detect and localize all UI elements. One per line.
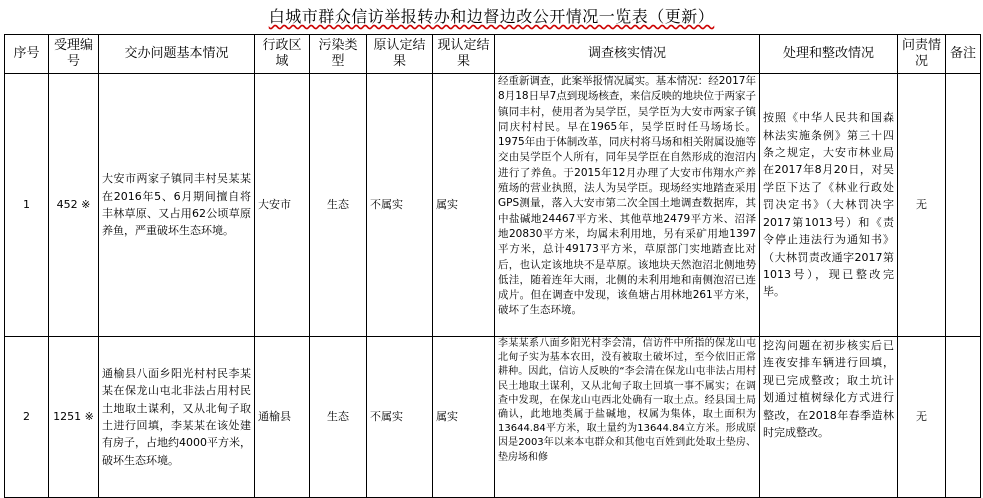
cell-region: 通榆县 — [255, 337, 310, 498]
cell-pollution-type: 生态 — [310, 337, 367, 498]
col-accountability: 问责情况 — [898, 35, 946, 74]
cell-investigation: 经重新调查，此案举报情况属实。基本情况：经2017年8月18日早7点到现场核查，来信反映的地块位于两家子镇同丰村，使用者为吴学臣，吴学臣为大安市两家子镇同庆村村民。早在1965年，吴学臣时任马场场长。1975年由于体制改革，同庆村将马场和相关附属设施等交由吴学臣个人所有，同年吴学臣在自然形成的泡沼内进行了养鱼。于2015年12月办理了大安市伟翔水产养殖场的营业执照，法人为吴学臣。现场经实地踏查采用GPS测量，落入大安市第二次全国土地调查数据库，其中盐碱地24467平方米、其他草地2479平方米、沼泽地20830平方米，均属未利用地，另有采矿用地1397平方米，总计49173平方米，草原部门实地踏查比对后，也认定该地块不是草原。该地块天然泡沼北侧地势低洼，随着连年大雨，北侧的未利用地和南侧泡沼已连成片。但在调查中发现，该鱼塘占用林地261平方米，破坏了生态环境。 — [495, 74, 760, 337]
cell-pollution-type: 生态 — [310, 74, 367, 337]
page-title — [0, 0, 983, 34]
title-text: 白城市群众信访举报转办和边督边改公开情况一览表（更新） — [268, 7, 715, 26]
cell-current-result: 属实 — [433, 74, 495, 337]
table-row — [5, 337, 981, 498]
cell-issue: 大安市两家子镇同丰村吴某某在2016年5、6月期间擅自将丰林草原、又占用62公顷草原养鱼，严重破坏生态环境。 — [99, 74, 255, 337]
cell-remark — [946, 74, 981, 337]
col-issue: 交办问题基本情况 — [99, 35, 255, 74]
cell-handling: 挖沟问题在初步核实后已连夜安排车辆进行回填，现已完成整改；取土坑计划通过植树绿化方式进行整改，在2018年春季造林时完成整改。 — [760, 337, 898, 498]
col-seq: 序号 — [5, 35, 49, 74]
table-row — [5, 74, 981, 337]
col-region: 行政区域 — [255, 35, 310, 74]
cell-handling: 按照《中华人民共和国森林法实施条例》第三十四条之规定，大安市林业局在2017年8月20日，对吴学臣下达了《林业行政处罚决定书》（大林罚决字2017第1013号）和《责令停止违法行为通知书》（大林罚责改通字2017第1013号），现已整改完毕。 — [760, 74, 898, 337]
cell-accountability: 无 — [898, 337, 946, 498]
cell-region: 大安市 — [255, 74, 310, 337]
cell-original-result: 不属实 — [367, 337, 433, 498]
cell-acc-no: 452 ※ — [49, 74, 99, 337]
header-row — [5, 35, 981, 74]
cell-seq: 2 — [5, 337, 49, 498]
cell-remark — [946, 337, 981, 498]
cell-current-result: 属实 — [433, 337, 495, 498]
report-table — [4, 34, 981, 498]
cell-issue: 通榆县八面乡阳光村村民李某某在保龙山屯北非法占用村民土地取土谋利，又从北甸子取土进行回填，李某某在该处建有房子，占地约4000平方米，破坏生态环境。 — [99, 337, 255, 498]
col-current-result: 现认定结果 — [433, 35, 495, 74]
cell-investigation: 李某某系八面乡阳光村李会清，信访件中所指的保龙山屯北甸子实为基本农田，没有被取土破坏过，至今依旧正常耕种。因此，信访人反映的“李会清在保龙山屯非法占用村民土地取土谋利，又从北甸子取土回填一事不属实；在调查中发现，在保龙山屯西北处确有一取土点。经县国土局确认，此地地类属于盐碱地，权属为集体，取土面积为13644.84平方米，取土量约为13644.84立方米。形成原因是2003年以来本屯群众和其他屯百姓到此处取土垫房、垫房场和修 — [495, 337, 760, 498]
col-acc-no: 受理编号 — [49, 35, 99, 74]
col-handling: 处理和整改情况 — [760, 35, 898, 74]
col-pollution-type: 污染类型 — [310, 35, 367, 74]
col-remark: 备注 — [946, 35, 981, 74]
cell-acc-no: 1251 ※ — [49, 337, 99, 498]
cell-accountability: 无 — [898, 74, 946, 337]
cell-original-result: 不属实 — [367, 74, 433, 337]
cell-seq: 1 — [5, 74, 49, 337]
col-investigation: 调查核实情况 — [495, 35, 760, 74]
col-original-result: 原认定结果 — [367, 35, 433, 74]
